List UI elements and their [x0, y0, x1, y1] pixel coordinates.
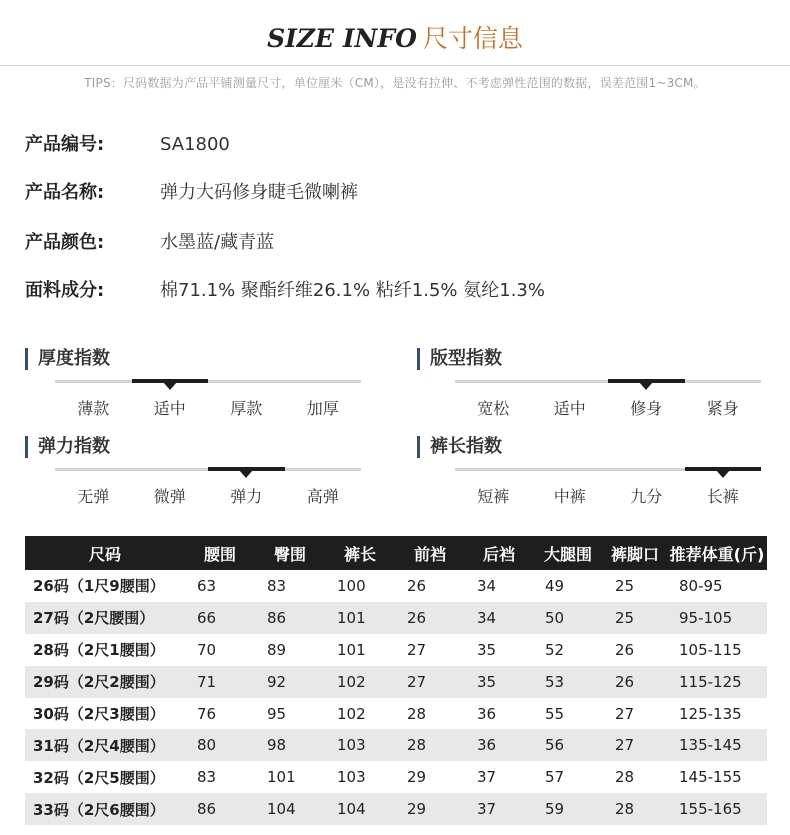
- table-cell: 25: [615, 576, 635, 595]
- info-value: 水墨蓝/藏青蓝: [160, 232, 275, 253]
- index-option: 九分: [630, 487, 663, 506]
- index-option: 无弹: [77, 487, 110, 506]
- index-title: 裤长指数: [417, 436, 502, 458]
- index-title: 版型指数: [417, 348, 502, 370]
- table-cell: 29: [407, 768, 427, 787]
- size-cell: 27码（2尺腰围）: [25, 602, 185, 634]
- table-cell: 135-145: [667, 729, 767, 761]
- table-row: [25, 666, 767, 698]
- table-cell: 26: [407, 576, 427, 595]
- index-option: 微弹: [153, 487, 186, 506]
- table-cell: 101: [325, 602, 395, 634]
- table-header-cell: 前裆: [395, 536, 465, 570]
- index-options: [455, 396, 761, 418]
- index-options: [455, 484, 761, 506]
- table-row: [25, 634, 767, 666]
- index-option: 适中: [153, 399, 186, 418]
- info-label: 产品编号:: [25, 134, 105, 155]
- table-cell: 155-165: [667, 793, 767, 825]
- table-cell: 83: [197, 768, 217, 787]
- size-table: [25, 536, 767, 825]
- index-option: 修身: [630, 399, 663, 418]
- table-cell: 29: [395, 793, 465, 825]
- info-value: 棉71.1% 聚酯纤维26.1% 粘纤1.5% 氨纶1.3%: [160, 280, 545, 301]
- table-cell: 27: [407, 640, 427, 659]
- table-cell: 86: [185, 793, 255, 825]
- index-fit: [417, 348, 767, 423]
- table-header-cell: 后裆: [465, 536, 533, 570]
- table-cell: 27: [395, 666, 465, 698]
- table-cell: 115-125: [667, 666, 767, 698]
- index-elasticity: [25, 436, 365, 511]
- table-cell: 102: [325, 666, 395, 698]
- table-cell: 28: [395, 729, 465, 761]
- table-cell: 26: [603, 666, 667, 698]
- table-header-cell: 尺码: [25, 536, 185, 570]
- table-body: [25, 570, 767, 825]
- table-header-cell: 腰围: [185, 536, 255, 570]
- size-cell: 29码（2尺2腰围）: [25, 666, 185, 698]
- table-cell: 80: [185, 729, 255, 761]
- table-cell: 53: [533, 666, 603, 698]
- table-cell: 26: [615, 640, 635, 659]
- table-cell: 57: [545, 768, 565, 787]
- table-cell: 83: [267, 576, 287, 595]
- table-cell: 37: [477, 768, 497, 787]
- info-value: 弹力大码修身睫毛微喇裤: [160, 182, 358, 203]
- table-cell: 37: [465, 793, 533, 825]
- size-cell: 31码（2尺4腰围）: [25, 729, 185, 761]
- info-label: 产品名称:: [25, 182, 105, 203]
- table-row: [25, 698, 767, 730]
- index-option: 厚款: [230, 399, 263, 418]
- header-divider: [0, 65, 790, 66]
- index-options: [55, 484, 361, 506]
- pointer-triangle-icon: [163, 382, 177, 390]
- table-row: [25, 602, 767, 634]
- table-cell: 103: [325, 729, 395, 761]
- tips-text: TIPS：尺码数据为产品平铺测量尺寸，单位厘米（CM），是没有拉伸、不考虑弹性范围的数据，误差范围1~3CM。: [84, 76, 706, 90]
- table-cell: 52: [545, 640, 565, 659]
- table-cell: 70: [197, 640, 217, 659]
- size-cell: 28码（2尺1腰围）: [33, 641, 165, 660]
- index-title: 厚度指数: [25, 348, 110, 370]
- table-cell: 104: [255, 793, 325, 825]
- index-option: 高弹: [306, 487, 339, 506]
- table-cell: 76: [197, 704, 217, 723]
- size-cell: 30码（2尺3腰围）: [33, 705, 165, 723]
- table-header-cell: 裤脚口: [603, 536, 667, 570]
- table-cell: 103: [337, 768, 366, 787]
- index-thickness: [25, 348, 365, 423]
- table-row: [25, 761, 767, 793]
- index-option: 宽松: [477, 399, 510, 418]
- pointer-triangle-icon: [239, 470, 253, 478]
- table-cell: 92: [255, 666, 325, 698]
- table-header-row: [25, 536, 767, 570]
- table-cell: 27: [615, 704, 635, 723]
- table-cell: 34: [465, 602, 533, 634]
- table-cell: 63: [197, 576, 217, 595]
- table-header-cell: 大腿围: [533, 536, 603, 570]
- pointer-triangle-icon: [716, 470, 730, 478]
- index-title: 弹力指数: [25, 436, 110, 458]
- table-cell: 25: [603, 602, 667, 634]
- page-title: [0, 22, 790, 56]
- index-option: 短裤: [477, 487, 510, 506]
- table-cell: 101: [267, 768, 296, 787]
- table-cell: 80-95: [679, 576, 723, 595]
- table-header-cell: 臀围: [255, 536, 325, 570]
- table-header-cell: 裤长: [325, 536, 395, 570]
- table-cell: 102: [337, 704, 366, 723]
- table-cell: 66: [185, 602, 255, 634]
- index-option: 中裤: [553, 487, 586, 506]
- table-cell: 59: [533, 793, 603, 825]
- table-cell: 27: [603, 729, 667, 761]
- size-cell: 33码（2尺6腰围）: [25, 793, 185, 825]
- table-cell: 98: [255, 729, 325, 761]
- table-cell: 89: [267, 640, 287, 659]
- table-cell: 95-105: [667, 602, 767, 634]
- info-label: 面料成分:: [25, 280, 105, 301]
- index-track: [55, 468, 361, 471]
- table-row: [25, 793, 767, 825]
- table-row: [25, 729, 767, 761]
- table-cell: 86: [255, 602, 325, 634]
- title-cn: 尺寸信息: [422, 24, 523, 53]
- table-cell: 36: [477, 704, 497, 723]
- index-option: 弹力: [230, 487, 263, 506]
- table-cell: 26: [395, 602, 465, 634]
- info-value: SA1800: [160, 134, 230, 155]
- table-cell: 50: [533, 602, 603, 634]
- title-en: SIZE INFO: [267, 24, 417, 53]
- index-track: [455, 380, 761, 383]
- table-row: [25, 570, 767, 602]
- table-cell: 100: [337, 576, 366, 595]
- table-cell: 28: [603, 793, 667, 825]
- size-cell: 26码（1尺9腰围）: [33, 577, 165, 596]
- table-cell: 34: [477, 576, 497, 595]
- table-cell: 105-115: [679, 640, 742, 659]
- table-header-cell: 推荐体重(斤): [667, 536, 767, 570]
- info-label: 产品颜色:: [25, 232, 105, 253]
- index-track: [455, 468, 761, 471]
- table-cell: 35: [465, 666, 533, 698]
- index-option: 加厚: [306, 399, 339, 418]
- table-cell: 71: [185, 666, 255, 698]
- index-option: 长裤: [706, 487, 739, 506]
- table-cell: 104: [325, 793, 395, 825]
- table-cell: 125-135: [679, 704, 742, 723]
- index-option: 紧身: [706, 399, 739, 418]
- size-cell: 32码（2尺5腰围）: [33, 768, 165, 787]
- table-cell: 55: [545, 704, 565, 723]
- table-cell: 28: [615, 768, 635, 787]
- table-cell: 145-155: [679, 768, 742, 787]
- table-cell: 35: [477, 640, 497, 659]
- table-cell: 101: [337, 640, 366, 659]
- table-cell: 49: [545, 576, 565, 595]
- index-length: [417, 436, 767, 511]
- table-cell: 95: [267, 704, 287, 723]
- table-cell: 56: [533, 729, 603, 761]
- index-track: [55, 380, 361, 383]
- pointer-triangle-icon: [639, 382, 653, 390]
- table-cell: 28: [407, 704, 427, 723]
- index-option: 薄款: [77, 399, 110, 418]
- index-option: 适中: [553, 399, 586, 418]
- index-options: [55, 396, 361, 418]
- table-cell: 36: [465, 729, 533, 761]
